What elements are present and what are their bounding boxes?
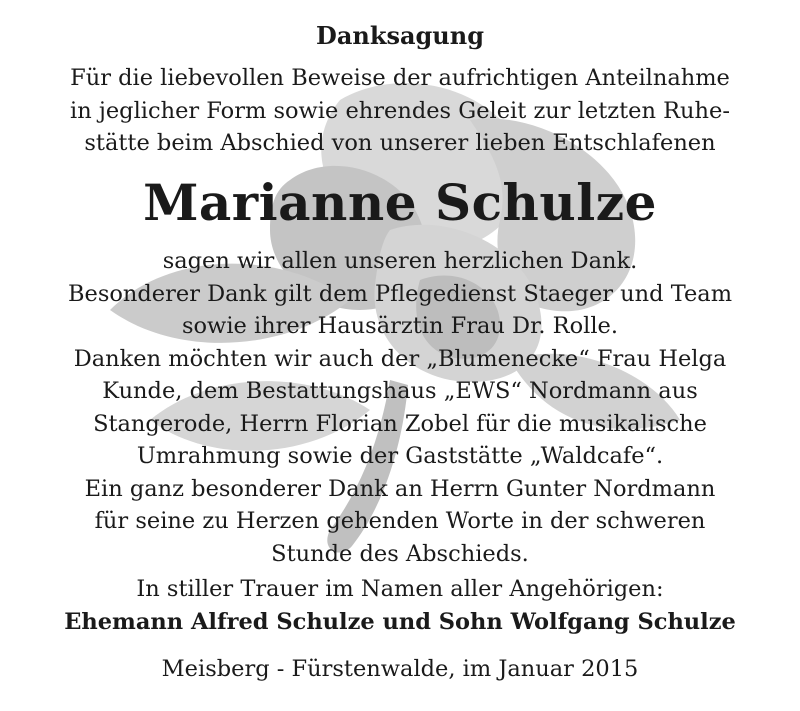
intro-line: in jeglicher Form sowie ehrendes Geleit zur letzten Ruhe- bbox=[70, 97, 730, 124]
thanks-line: Kunde, dem Bestattungshaus „EWS“ Nordmann aus bbox=[102, 378, 698, 404]
intro-paragraph bbox=[0, 62, 800, 160]
intro-line: Für die liebevollen Beweise der aufrichtigen Anteilnahme bbox=[70, 65, 730, 91]
thanks-line: Stunde des Abschieds. bbox=[271, 540, 529, 567]
deceased-name: Marianne Schulze bbox=[143, 173, 657, 232]
mourning-line: In stiller Trauer im Namen aller Angehörigen: bbox=[136, 576, 664, 602]
thanks-line: für seine zu Herzen gehenden Worte in der schweren bbox=[94, 508, 706, 534]
intro-line: stätte beim Abschied von unserer lieben Entschlafenen bbox=[84, 130, 716, 156]
thanks-line: Stangerode, Herrn Florian Zobel für die musikalische bbox=[93, 410, 707, 437]
thanks-line: sowie ihrer Hausärztin Frau Dr. Rolle. bbox=[181, 313, 619, 339]
place-date: Meisberg - Fürstenwalde, im Januar 2015 bbox=[161, 656, 639, 682]
thanks-line: Ein ganz besonderer Dank an Herrn Gunter Nordmann bbox=[84, 475, 716, 502]
thanks-line: Besonderer Dank gilt dem Pflegedienst Staeger und Team bbox=[67, 280, 733, 307]
thanks-line: Danken möchten wir auch der „Blumenecke“ Frau Helga bbox=[73, 345, 727, 372]
thanks-line: Umrahmung sowie der Gaststätte „Waldcafe“. bbox=[136, 443, 664, 469]
thanks-line: sagen wir allen unseren herzlichen Dank. bbox=[162, 248, 638, 274]
signatories: Ehemann Alfred Schulze und Sohn Wolfgang Schulze bbox=[64, 608, 736, 635]
closing-section bbox=[0, 573, 800, 638]
notice-heading: Danksagung bbox=[316, 21, 484, 50]
thanks-paragraph bbox=[0, 245, 800, 570]
